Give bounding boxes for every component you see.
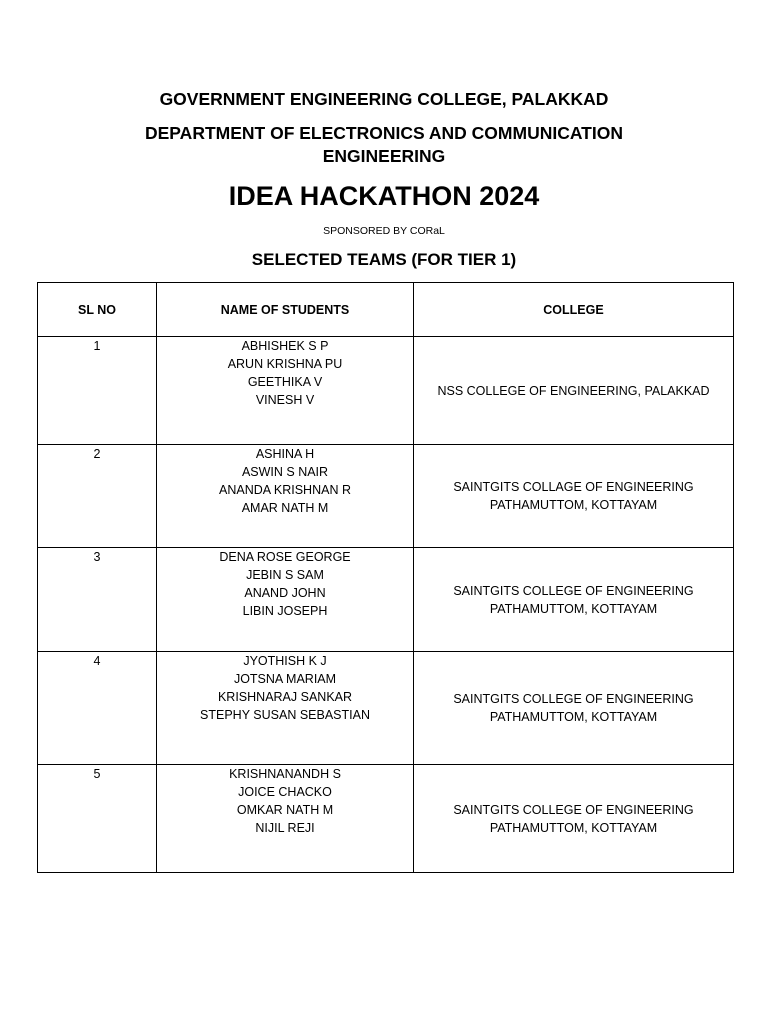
- student-name: VINESH V: [255, 393, 315, 407]
- student-name: ASWIN S NAIR: [241, 465, 329, 479]
- student-name: DENA ROSE GEORGE: [219, 550, 351, 564]
- department-title-line-1: DEPARTMENT OF ELECTRONICS AND COMMUNICATION: [145, 123, 623, 143]
- student-name: JOICE CHACKO: [238, 785, 332, 799]
- college-cell: [414, 548, 734, 652]
- college-location: PATHAMUTTOM, KOTTAYAM: [489, 498, 658, 512]
- students-cell: [157, 445, 414, 548]
- college-cell: [414, 445, 734, 548]
- student-name: STEPHY SUSAN SEBASTIAN: [200, 708, 370, 722]
- column-header-college: COLLEGE: [414, 283, 734, 337]
- college-title: GOVERNMENT ENGINEERING COLLEGE, PALAKKAD: [159, 89, 609, 109]
- student-name: ABHISHEK S P: [241, 339, 329, 353]
- student-name: KRISHNANANDH S: [229, 767, 341, 781]
- sl-no-cell: 1: [38, 337, 157, 445]
- column-header-sl-no: SL NO: [38, 283, 157, 337]
- student-name: AMAR NATH M: [241, 501, 329, 515]
- sl-no-cell: 4: [38, 652, 157, 765]
- student-name: JOTSNA MARIAM: [233, 672, 337, 686]
- college-name: NSS COLLEGE OF ENGINEERING, PALAKKAD: [437, 383, 710, 398]
- student-name: JEBIN S SAM: [246, 568, 324, 582]
- student-name: ASHINA H: [255, 447, 315, 461]
- student-name: OMKAR NATH M: [236, 803, 334, 817]
- college-cell: [414, 337, 734, 445]
- college-location: PATHAMUTTOM, KOTTAYAM: [489, 601, 658, 616]
- table-row: [38, 652, 734, 765]
- sl-no-cell: 2: [38, 445, 157, 548]
- sl-no-cell: 3: [38, 548, 157, 652]
- students-cell: [157, 548, 414, 652]
- table-row: [38, 445, 734, 548]
- college-location: PATHAMUTTOM, KOTTAYAM: [489, 710, 658, 724]
- college-location: PATHAMUTTOM, KOTTAYAM: [489, 820, 658, 835]
- college-name: SAINTGITS COLLEGE OF ENGINEERING: [453, 692, 694, 706]
- student-name: GEETHIKA V: [247, 375, 323, 389]
- student-name: ANANDA KRISHNAN R: [219, 483, 351, 497]
- table-row: [38, 548, 734, 652]
- student-name: JYOTHISH K J: [243, 654, 327, 668]
- student-name: LIBIN JOSEPH: [242, 604, 328, 618]
- table-row: [38, 337, 734, 445]
- table-row: [38, 765, 734, 873]
- college-name: SAINTGITS COLLAGE OF ENGINEERING: [453, 480, 694, 494]
- table-title: SELECTED TEAMS (FOR TIER 1): [251, 250, 517, 269]
- student-name: ANAND JOHN: [244, 586, 326, 600]
- students-cell: [157, 765, 414, 873]
- student-name: ARUN KRISHNA PU: [227, 357, 343, 371]
- selected-teams-table: [37, 282, 734, 873]
- student-name: NIJIL REJI: [255, 821, 315, 835]
- students-cell: [157, 652, 414, 765]
- student-name: KRISHNARAJ SANKAR: [217, 690, 353, 704]
- sponsor-line: SPONSORED BY CORaL: [323, 225, 445, 237]
- college-cell: [414, 765, 734, 873]
- department-title-line-2: ENGINEERING: [322, 146, 446, 166]
- college-cell: [414, 652, 734, 765]
- event-title: IDEA HACKATHON 2024: [228, 181, 540, 211]
- department-title: [0, 122, 768, 168]
- table-header-row: [38, 283, 734, 337]
- college-name: SAINTGITS COLLEGE OF ENGINEERING: [453, 583, 694, 598]
- students-cell: [157, 337, 414, 445]
- college-name: SAINTGITS COLLEGE OF ENGINEERING: [453, 802, 694, 817]
- sl-no-cell: 5: [38, 765, 157, 873]
- column-header-students: NAME OF STUDENTS: [157, 283, 414, 337]
